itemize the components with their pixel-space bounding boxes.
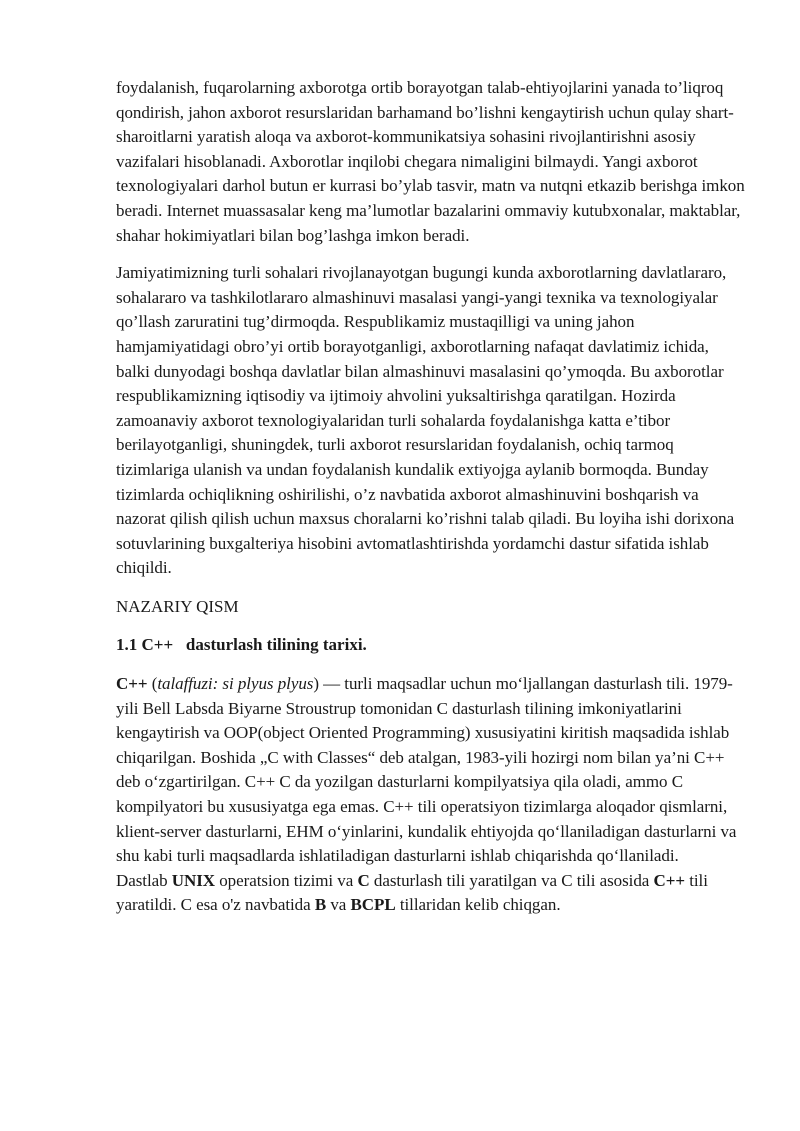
bcpl-term: BCPL (350, 895, 396, 915)
document-body (116, 76, 746, 931)
origin-text-1: Dastlab (116, 870, 172, 890)
cpp-definition-body: ) — turli maqsadlar uchun mo‘ljallangan dasturlash tili. 1979-yili Bell Labsda Biyarne Stroustrup tomonidan C dasturlash tilining imkoniyatlarini kengaytirish va OOP(object Oriented Programming) xususiyatini kiritish maqsadida ishlab chiqarilgan. Boshida „C with Classes“ deb atalgan, 1983-yili hozirgi nom bilan ya’ni C++ deb o‘zgartirilgan. C++ C da yozilgan dasturlarni kompilyatsiya qila oladi, ammo C kompilyatori bu xususiyatga ega emas. C++ tili operatsiyon tizimlarga aloqador qismlarni, klient-server dasturlarni, EHM o‘yinlarini, kundalik ehtiyojda qo‘llaniladigan dasturlarni va shu kabi turli maqsadlarda ishlatiladigan dasturlarni ishlab chiqarishda qo‘llaniladi. (116, 674, 737, 866)
origin-text-6: tillaridan kelib chiqgan. (395, 895, 561, 915)
origin-text-3: dasturlash tili yaratilgan va C tili asosida (369, 870, 654, 890)
cpp-term-2: C++ (653, 870, 686, 890)
cpp-term: C++ (116, 674, 148, 694)
paragraph-intro: foydalanish, fuqarolarning axborotga ortib borayotgan talab-ehtiyojlarini yanada to’liqroq qondirish, jahon axborot resurslaridan barhamand bo’lishni kengaytirish uchun qulay shart-sharoitlarni yaratish aloqa va axborot-kommunikatsiya sohasini rivojlantirishni asosiy vazifalari hisoblanadi. Axborotlar inqilobi chegara nimaligini bilmaydi. Yangi axborot texnologiyalari darhol butun er kurrasi bo’ylab tasvir, matn va nutqni etkazib berishga imkon beradi. Internet muassasalar keng ma’lumotlar bazalarini ommaviy kutubxonalar, maktablar, shahar hokimiyatlari bilan bog’lashga imkon beradi. (116, 78, 745, 245)
pronunciation: talaffuzi: si plyus plyus (157, 674, 314, 694)
paragraph-society: Jamiyatimizning turli sohalari rivojlanayotgan bugungi kunda axborotlarning davlatlararo, sohalararo va tashkilotlararo almashinuvi masalasi yangi-yangi texnika va texnologiyalar qo’llash zaruratini tug’dirmoqda. Respublikamiz mustaqilligi va uning jahon hamjamiyatidagi obro’yi ortib borayotganligi, axborotlarning nafaqat davlatimiz ichida, balki dunyodagi boshqa davlatlar bilan almashinuvi masalasini qo’ymoqda. Bu axborotlar respublikamizning iqtisodiy va ijtimoiy ahvolini yuksaltirishga qaratilgan. Hozirda zamoanaviy axborot texnologiyalaridan turli sohalarda foydalanishga katta e’tibor berilayotganligi, shuningdek, turli axborot resurslaridan foydalanish, ochiq tarmoq tizimlariga ulanish va undan foydalanish kundalik extiyojga aylanib bormoqda. Bunday tizimlarda ochiqlikning oshirilishi, o’z navbatida axborot almashinuvini boshqarish va nazorat qilish qilish uchun maxsus choralarni ko’rishni talab qiladi. Bu loyiha ishi dorixona sotuvlarining buxgalteriya hisobini avtomatlashtirishda yordamchi dastur sifatida ishlab chiqildi. (116, 263, 735, 578)
paragraph-cpp-definition (116, 672, 746, 869)
c-term: C (357, 870, 370, 890)
open-paren: ( (147, 674, 158, 694)
origin-text-4: tili yaratildi. C esa o'z navbatida (116, 870, 708, 915)
unix-term: UNIX (171, 870, 216, 890)
b-term: B (314, 895, 327, 915)
paragraph-origin (116, 869, 746, 918)
origin-text-2: operatsion tizimi va (215, 870, 358, 890)
section-heading: NAZARIY QISM (116, 596, 239, 616)
subsection-heading: 1.1 C++ dasturlash tilining tarixi. (116, 635, 367, 655)
origin-text-5: va (326, 895, 351, 915)
